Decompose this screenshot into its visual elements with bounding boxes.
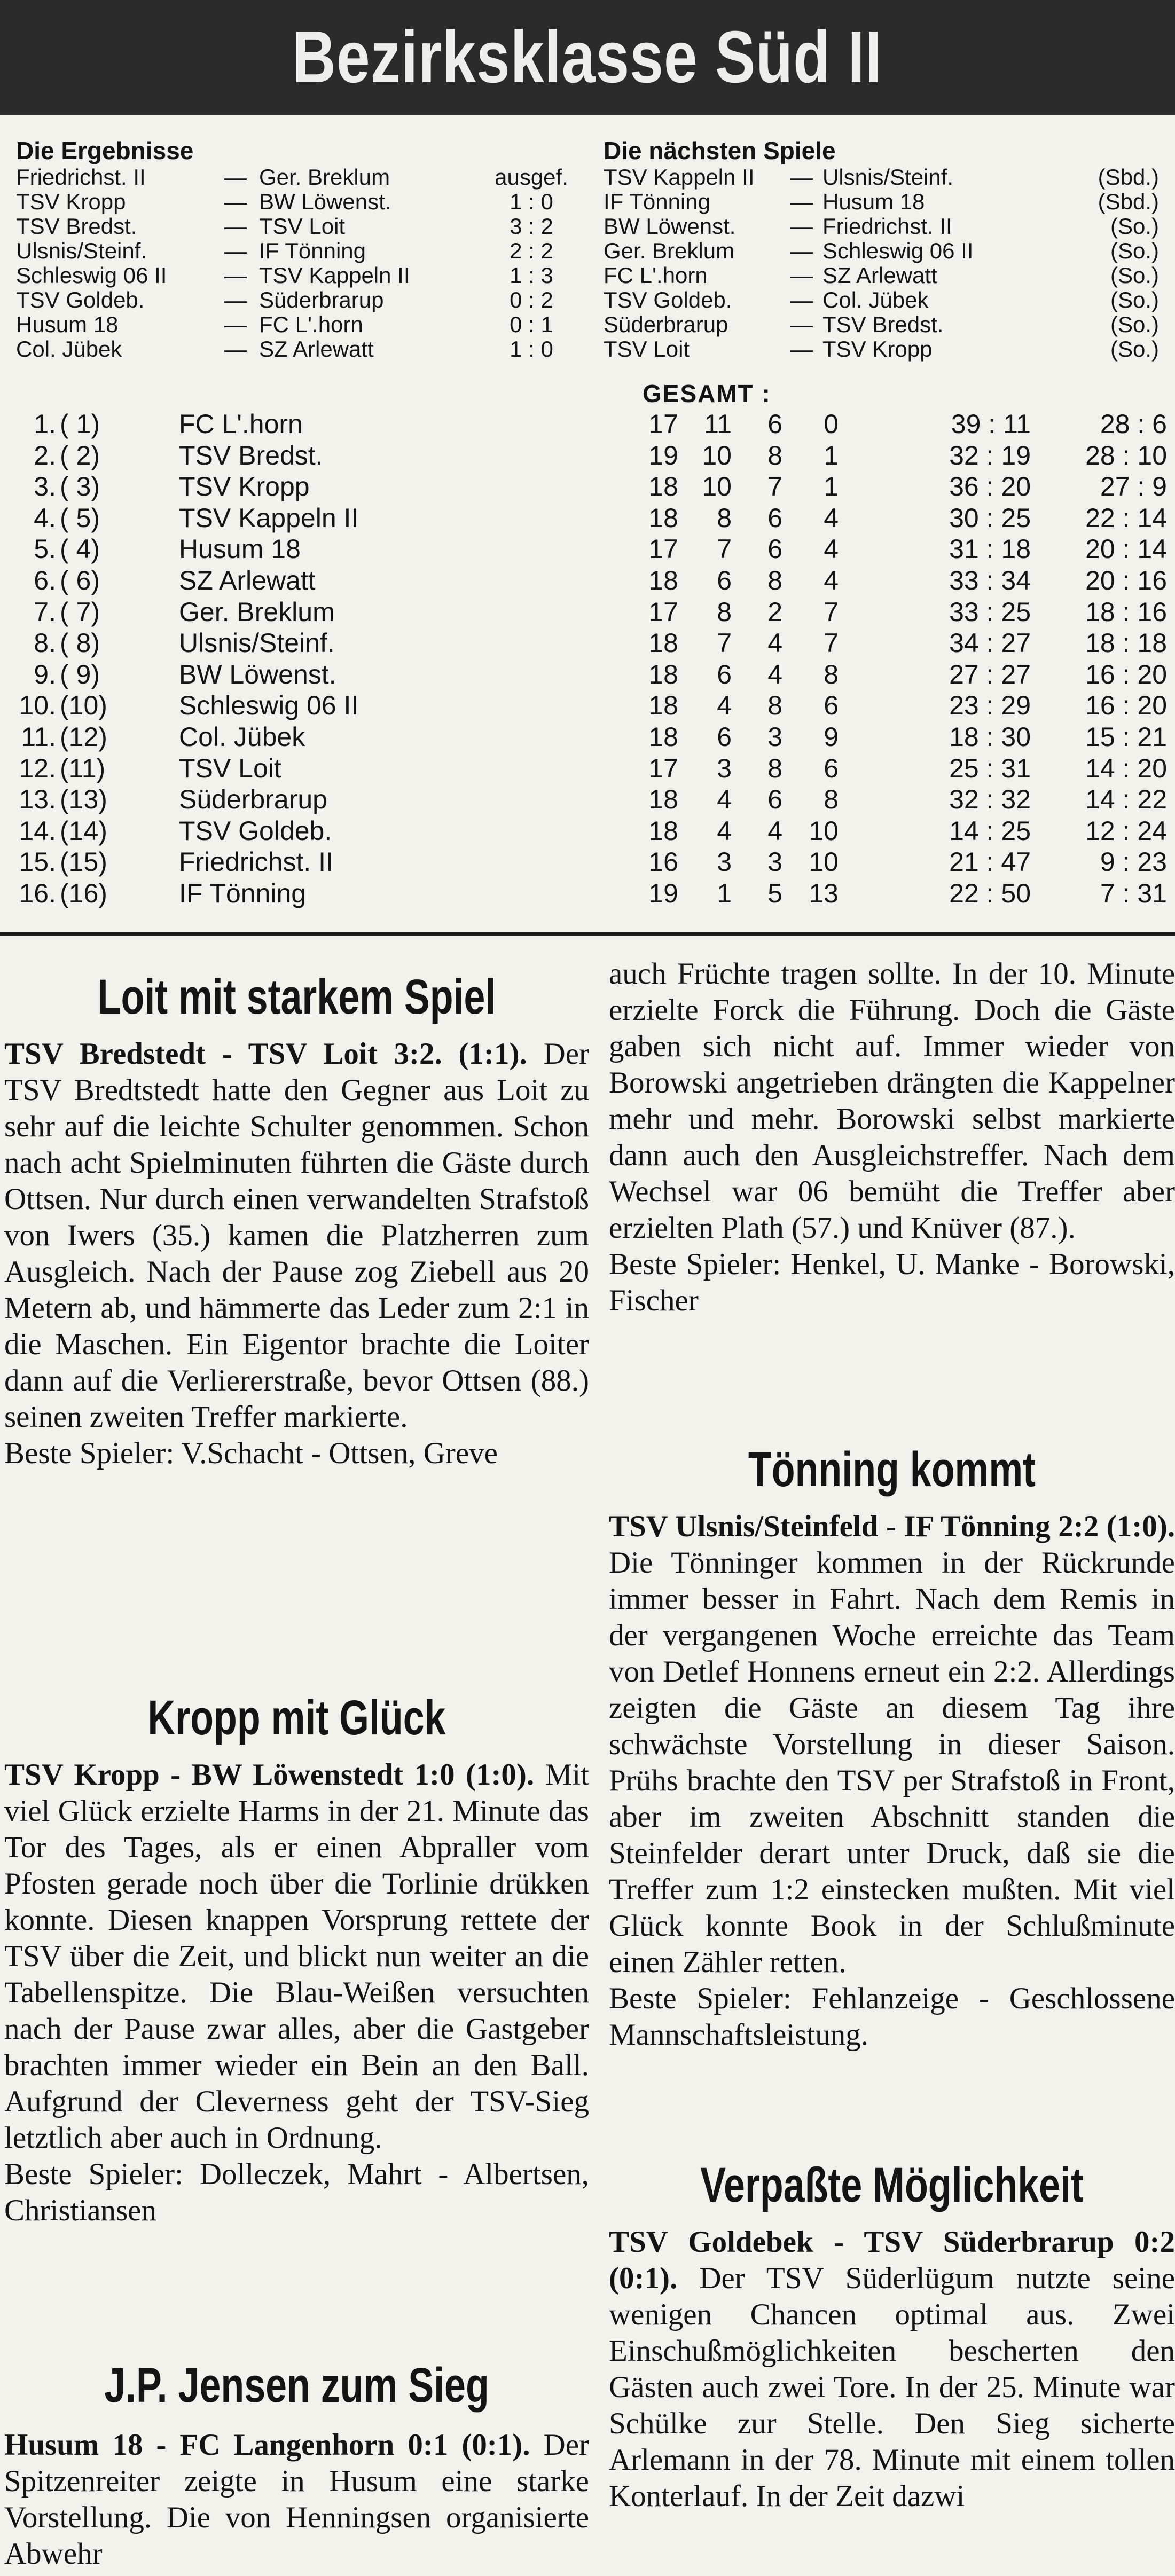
standings-games: 18 — [648, 784, 678, 815]
standings-losses: 8 — [824, 659, 839, 689]
standings-team: Ulsnis/Steinf. — [179, 628, 335, 658]
fixture-separator: — — [790, 164, 813, 190]
result-away: FC L'.horn — [259, 312, 363, 337]
standings-losses: 6 — [824, 690, 839, 721]
standings-goals: 23 : 29 — [949, 690, 1031, 721]
standings-goals: 32 : 32 — [949, 784, 1031, 815]
standings-wins: 8 — [717, 596, 732, 627]
standings-team: BW Löwenst. — [179, 659, 336, 689]
standings-row — [0, 878, 1175, 909]
standings-previous: (10) — [60, 690, 107, 721]
standings-games: 18 — [648, 690, 678, 721]
article-toenning — [609, 1509, 1175, 2053]
standings-position: 11. — [21, 722, 56, 752]
result-score: 1 : 0 — [510, 189, 553, 214]
result-away: TSV Kappeln II — [259, 263, 410, 288]
standings-wins: 3 — [717, 753, 732, 783]
standings-losses: 9 — [824, 722, 839, 752]
result-home: TSV Kropp — [16, 189, 126, 214]
standings-draws: 4 — [767, 628, 782, 658]
standings-points: 20 : 14 — [1085, 534, 1167, 564]
standings-points: 14 : 20 — [1085, 753, 1167, 783]
article-toenning-best: Beste Spieler: Fehlanzeige - Geschlossene Mannschaftsleistung. — [609, 1982, 1175, 2052]
result-home: TSV Bredst. — [16, 214, 137, 239]
fixture-day: (So.) — [1110, 214, 1159, 239]
result-separator: — — [224, 312, 247, 337]
result-score: 3 : 2 — [510, 214, 553, 239]
standings-points: 9 : 23 — [1100, 847, 1167, 877]
headline-goldebek: Verpaßte Möglichkeit — [700, 2158, 1084, 2212]
standings-games: 17 — [648, 753, 678, 783]
standings-draws: 8 — [767, 566, 782, 595]
fixture-home: FC L'.horn — [604, 263, 708, 288]
fixture-separator: — — [790, 214, 813, 239]
standings-games: 18 — [648, 722, 678, 752]
standings-team: Ger. Breklum — [179, 596, 335, 627]
standings-points: 16 : 20 — [1085, 659, 1167, 689]
standings-team: Süderbrarup — [179, 784, 327, 815]
standings-goals: 22 : 50 — [949, 878, 1031, 908]
fixture-home: TSV Goldeb. — [604, 287, 732, 312]
standings-previous: ( 5) — [60, 502, 100, 533]
standings-row — [0, 533, 1175, 564]
standings-goals: 25 : 31 — [949, 753, 1031, 783]
standings-team: Friedrichst. II — [179, 847, 333, 877]
standings-previous: ( 1) — [60, 409, 100, 439]
article-goldebek-lead: TSV Goldebek - TSV Süderbrarup 0:2 (0:1). — [609, 2225, 1175, 2295]
standings-previous: ( 4) — [60, 534, 100, 564]
standings-position: 10. — [19, 690, 56, 721]
standings-losses: 7 — [824, 628, 839, 658]
article-loit-lead: TSV Bredstedt - TSV Loit 3:2. (1:1). — [4, 1037, 527, 1071]
standings-games: 18 — [648, 502, 678, 533]
result-away: TSV Loit — [259, 214, 346, 239]
standings-goals: 39 : 11 — [951, 409, 1031, 439]
standings-wins: 4 — [717, 784, 732, 815]
fixture-home: Ger. Breklum — [604, 238, 735, 263]
standings-points: 7 : 31 — [1100, 878, 1167, 908]
article-toenning-lead: TSV Ulsnis/Steinfeld - IF Tönning 2:2 (1:0). — [609, 1510, 1175, 1543]
standings-team: TSV Kropp — [179, 472, 310, 502]
standings-draws: 8 — [767, 753, 782, 783]
standings-position: 6. — [34, 566, 56, 595]
standings-losses: 7 — [824, 596, 839, 627]
fixture-day: (Sbd.) — [1098, 189, 1159, 214]
result-away: Ger. Breklum — [259, 164, 390, 190]
result-score: 2 : 2 — [510, 238, 553, 263]
standings-losses: 10 — [809, 847, 839, 877]
standings-position: 12. — [19, 753, 56, 783]
standings-team: TSV Goldeb. — [179, 815, 332, 846]
article-kappeln-body: auch Früchte tragen sollte. In der 10. Minute erzielte Forck die Führung. Doch die Gäste gaben sich nicht auf. Immer wieder von Borowski angetrieben drängten die Kappelner mehr und mehr. Borowski selbst markierte dann auch den Ausgleichstreffer. Nach dem Wechsel war 06 bemüht die Treffer aber erzielten Plath (57.) und Knüver (87.). — [609, 957, 1175, 1245]
standings-losses: 13 — [809, 878, 839, 908]
article-kropp-lead: TSV Kropp - BW Löwenstedt 1:0 (1:0). — [4, 1758, 535, 1792]
standings-games: 18 — [648, 628, 678, 658]
standings-games: 18 — [648, 659, 678, 689]
standings-wins: 10 — [702, 440, 732, 470]
standings-goals: 32 : 19 — [949, 440, 1031, 470]
result-score: 0 : 1 — [510, 312, 553, 337]
standings-previous: ( 9) — [60, 659, 100, 689]
result-score: 0 : 2 — [510, 287, 553, 312]
fixture-separator: — — [790, 263, 813, 288]
standings-row — [0, 815, 1175, 846]
standings-goals: 21 : 47 — [949, 847, 1031, 877]
standings-points: 28 : 10 — [1085, 440, 1167, 470]
result-away: BW Löwenst. — [259, 189, 391, 214]
standings-goals: 33 : 34 — [949, 566, 1031, 595]
standings-games: 18 — [648, 566, 678, 595]
standings-team: TSV Kappeln II — [179, 502, 359, 533]
fixture-away: Husum 18 — [822, 189, 925, 214]
standings-row — [0, 846, 1175, 877]
fixture-separator: — — [790, 336, 813, 362]
fixture-home: TSV Kappeln II — [604, 164, 755, 190]
standings-points: 15 : 21 — [1085, 722, 1167, 752]
page-banner — [0, 0, 1175, 115]
standings-team: FC L'.horn — [179, 409, 303, 439]
standings-losses: 4 — [824, 534, 839, 564]
fixture-away: SZ Arlewatt — [822, 263, 937, 288]
fixture-home: BW Löwenst. — [604, 214, 736, 239]
gesamt-label: GESAMT : — [643, 380, 771, 407]
fixture-home: Süderbrarup — [604, 312, 728, 337]
standings-draws: 8 — [767, 690, 782, 721]
standings-team: TSV Bredst. — [179, 440, 323, 470]
article-goldebek — [609, 2224, 1175, 2576]
fixture-home: IF Tönning — [604, 189, 711, 214]
standings-goals: 18 : 30 — [949, 722, 1031, 752]
standings-losses: 6 — [824, 753, 839, 783]
article-loit-body: Der TSV Bredtstedt hatte den Gegner aus Loit zu sehr auf die leichte Schulter genommen. Schon nach acht Spielminuten führten die Gäste durch Ottsen. Nur durch einen verwandelten Strafstoß von Iwers (35.) kamen die Platzherren zum Ausgleich. Nach der Pause zog Ziebell aus 20 Metern ab, und hämmerte das Leder zum 2:1 in die Maschen. Ein Eigentor brachte die Loiter dann auf die Verliererstraße, bevor Ottsen (88.) seinen zweiten Treffer markierte. — [4, 1037, 589, 1434]
standings-games: 17 — [648, 409, 678, 439]
standings-team: SZ Arlewatt — [179, 566, 316, 595]
standings-position: 5. — [34, 534, 56, 564]
result-separator: — — [224, 189, 247, 214]
standings-points: 14 : 22 — [1085, 784, 1167, 815]
fixture-away: Ulsnis/Steinf. — [822, 164, 954, 190]
standings-previous: ( 8) — [60, 628, 100, 658]
result-home: Schleswig 06 II — [16, 263, 167, 288]
standings-draws: 4 — [767, 815, 782, 846]
fixture-day: (So.) — [1110, 238, 1159, 263]
fixtures-heading: Die nächsten Spiele — [604, 137, 836, 164]
article-loit — [4, 1036, 589, 1472]
standings-wins: 8 — [717, 502, 732, 533]
standings-losses: 8 — [824, 784, 839, 815]
standings-row — [0, 471, 1175, 502]
standings-team: Husum 18 — [179, 534, 301, 564]
standings-points: 27 : 9 — [1100, 472, 1167, 502]
standings-team: Schleswig 06 II — [179, 690, 359, 721]
standings-draws: 4 — [767, 659, 782, 689]
fixture-away: Schleswig 06 II — [822, 238, 974, 263]
standings-goals: 34 : 27 — [949, 628, 1031, 658]
standings-previous: (13) — [60, 784, 107, 815]
result-away: Süderbrarup — [259, 287, 384, 312]
standings-previous: (14) — [60, 815, 107, 846]
standings-goals: 27 : 27 — [949, 659, 1031, 689]
standings-wins: 3 — [717, 847, 732, 877]
result-separator: — — [224, 214, 247, 239]
result-separator: — — [224, 336, 247, 362]
standings-position: 4. — [34, 502, 56, 533]
article-goldebek-body: Der TSV Süderlügum nutzte seine wenigen Chancen optimal aus. Zwei Einschußmöglichkeiten bescherten den Gästen auch zwei Tore. In der 25. Minute war Schülke zur Stelle. Den Sieg sicherte Arlemann in der 78. Minute mit einem tollen Konterlauf. In der Zeit dazwi — [609, 2261, 1175, 2513]
standings-points: 18 : 16 — [1085, 596, 1167, 627]
section-divider — [0, 932, 1175, 936]
standings-points: 22 : 14 — [1085, 502, 1167, 533]
standings-row — [0, 721, 1175, 752]
results-heading: Die Ergebnisse — [16, 137, 194, 164]
standings-row — [0, 753, 1175, 784]
standings-row — [0, 565, 1175, 596]
standings-games: 18 — [648, 815, 678, 846]
standings-row — [0, 690, 1175, 721]
article-kappeln-best: Beste Spieler: Henkel, U. Manke - Borowski, Fischer — [609, 1247, 1175, 1317]
standings-position: 2. — [34, 440, 56, 470]
headline-kropp: Kropp mit Glück — [147, 1691, 446, 1745]
standings-team: IF Tönning — [179, 878, 307, 908]
standings-games: 16 — [648, 847, 678, 877]
result-score: ausgef. — [495, 164, 568, 190]
standings-losses: 4 — [824, 502, 839, 533]
standings-wins: 6 — [717, 566, 732, 595]
article-kropp-body: Mit viel Glück erzielte Harms in der 21. Minute das Tor des Tages, als er einen Abpraller vom Pfosten gerade noch über die Torlinie drükken konnte. Diesen knappen Vorsprung rettete der TSV über die Zeit, und blickt nun weiter an die Tabellenspitze. Die Blau-Weißen versuchten nach der Pause zwar alles, aber die Gastgeber brachten immer wieder ein Bein an den Ball. Aufgrund der Cleverness geht der TSV-Sieg letztlich aber auch in Ordnung. — [4, 1758, 590, 2155]
standings-row — [0, 627, 1175, 658]
standings-draws: 3 — [767, 722, 782, 752]
fixture-day: (So.) — [1110, 312, 1159, 337]
standings-points: 12 : 24 — [1085, 815, 1167, 846]
result-away: IF Tönning — [259, 238, 366, 263]
standings-goals: 30 : 25 — [949, 502, 1031, 533]
standings-games: 19 — [648, 878, 678, 908]
headline-jensen: J.P. Jensen zum Sieg — [104, 2358, 489, 2413]
result-separator: — — [224, 238, 247, 263]
standings-row — [0, 784, 1175, 815]
standings-wins: 7 — [717, 628, 732, 658]
standings-draws: 6 — [767, 534, 782, 564]
standings-draws: 3 — [767, 847, 782, 877]
standings-position: 9. — [34, 659, 56, 689]
standings-games: 17 — [648, 596, 678, 627]
standings-row — [0, 440, 1175, 471]
fixture-day: (So.) — [1110, 263, 1159, 288]
standings-position: 16. — [19, 878, 56, 908]
standings-points: 28 : 6 — [1100, 409, 1167, 439]
result-away: SZ Arlewatt — [259, 336, 374, 362]
standings-row — [0, 596, 1175, 627]
standings-previous: ( 7) — [60, 596, 100, 627]
standings-previous: (16) — [60, 878, 107, 908]
standings-goals: 33 : 25 — [949, 596, 1031, 627]
standings-row — [0, 502, 1175, 533]
standings-position: 8. — [34, 628, 56, 658]
fixture-day: (So.) — [1110, 287, 1159, 312]
standings-previous: (12) — [60, 722, 107, 752]
standings-losses: 4 — [824, 566, 839, 595]
result-home: Col. Jübek — [16, 336, 122, 362]
fixture-separator: — — [790, 238, 813, 263]
fixture-away: Col. Jübek — [822, 287, 929, 312]
standings-row — [0, 659, 1175, 690]
result-home: Ulsnis/Steinf. — [16, 238, 147, 263]
standings-losses: 0 — [824, 409, 839, 439]
fixture-day: (Sbd.) — [1098, 164, 1159, 190]
article-kropp-best: Beste Spieler: Dolleczek, Mahrt - Albertsen, Christiansen — [4, 2157, 589, 2227]
standings-previous: (11) — [60, 753, 106, 783]
result-separator: — — [224, 287, 247, 312]
article-toenning-body: Die Tönninger kommen in der Rückrunde immer besser in Fahrt. Nach dem Remis in der vergangenen Woche erreichte das Team von Detlef Honnens erneut ein 2:2. Allerdings zeigten die Gäste an diesem Tag ihre schwächste Vorstellung in dieser Saison. Prühs brachte den TSV per Strafstoß in Front, aber im zweiten Abschnitt standen die Steinfelder derart unter Druck, daß sie die Treffer zum 1:2 einstecken mußten. Mit viel Glück konnte Book in der Schlußminute einen Zähler retten. — [609, 1546, 1175, 1979]
standings-goals: 14 : 25 — [949, 815, 1031, 846]
standings-previous: ( 2) — [60, 440, 100, 470]
fixture-home: TSV Loit — [604, 336, 690, 362]
standings-losses: 10 — [809, 815, 839, 846]
article-jensen-body: Der Spitzenreiter zeigte in Husum eine starke Vorstellung. Die von Henningsen organisierte Abwehr — [4, 2428, 589, 2571]
fixture-separator: — — [790, 287, 813, 312]
standings-position: 14. — [19, 815, 56, 846]
fixture-separator: — — [790, 312, 813, 337]
standings-position: 3. — [34, 472, 56, 502]
standings-wins: 4 — [717, 690, 732, 721]
standings-points: 16 : 20 — [1085, 690, 1167, 721]
standings-position: 15. — [19, 847, 56, 877]
standings-goals: 31 : 18 — [949, 534, 1031, 564]
headline-loit: Loit mit starkem Spiel — [97, 970, 496, 1024]
standings-wins: 4 — [717, 815, 732, 846]
standings-wins: 1 — [717, 878, 732, 908]
result-home: TSV Goldeb. — [16, 287, 145, 312]
standings-previous: (15) — [60, 847, 107, 877]
standings-draws: 6 — [767, 409, 782, 439]
fixture-away: Friedrichst. II — [822, 214, 952, 239]
standings-losses: 1 — [824, 440, 839, 470]
standings-wins: 11 — [704, 409, 732, 439]
standings-team: Col. Jübek — [179, 722, 306, 752]
standings-position: 1. — [34, 409, 56, 439]
standings-draws: 8 — [767, 440, 782, 470]
result-home: Husum 18 — [16, 312, 119, 337]
standings-games: 18 — [648, 472, 678, 502]
result-score: 1 : 3 — [510, 263, 553, 288]
standings-team: TSV Loit — [179, 753, 281, 783]
standings-draws: 5 — [767, 878, 782, 908]
standings-goals: 36 : 20 — [949, 472, 1031, 502]
standings-games: 17 — [648, 534, 678, 564]
result-separator: — — [224, 263, 247, 288]
standings-draws: 2 — [767, 596, 782, 627]
standings-position: 13. — [19, 784, 56, 815]
article-kropp — [4, 1757, 589, 2229]
standings-wins: 7 — [717, 534, 732, 564]
article-jensen-lead: Husum 18 - FC Langenhorn 0:1 (0:1). — [4, 2428, 530, 2462]
fixture-away: TSV Kropp — [822, 336, 933, 362]
fixture-separator: — — [790, 189, 813, 214]
fixture-away: TSV Bredst. — [822, 312, 944, 337]
standings-row — [0, 409, 1175, 439]
standings-previous: ( 6) — [60, 566, 100, 595]
article-jensen — [4, 2427, 589, 2576]
standings-wins: 6 — [717, 659, 732, 689]
standings-draws: 6 — [767, 502, 782, 533]
standings-draws: 6 — [767, 784, 782, 815]
result-score: 1 : 0 — [510, 336, 553, 362]
page-title: Bezirksklasse Süd II — [292, 16, 883, 98]
standings-losses: 1 — [824, 472, 839, 502]
standings-points: 18 : 18 — [1085, 628, 1167, 658]
standings-games: 19 — [648, 440, 678, 470]
standings-position: 7. — [34, 596, 56, 627]
article-kappeln — [609, 956, 1175, 1319]
standings-draws: 7 — [767, 472, 782, 502]
standings-wins: 6 — [717, 722, 732, 752]
fixture-day: (So.) — [1110, 336, 1159, 362]
standings-wins: 10 — [702, 472, 732, 502]
article-loit-best: Beste Spieler: V.Schacht - Ottsen, Greve — [4, 1436, 498, 1470]
standings-points: 20 : 16 — [1085, 566, 1167, 595]
standings-previous: ( 3) — [60, 472, 100, 502]
result-separator: — — [224, 164, 247, 190]
headline-toenning: Tönning kommt — [748, 1442, 1036, 1497]
result-home: Friedrichst. II — [16, 164, 146, 190]
